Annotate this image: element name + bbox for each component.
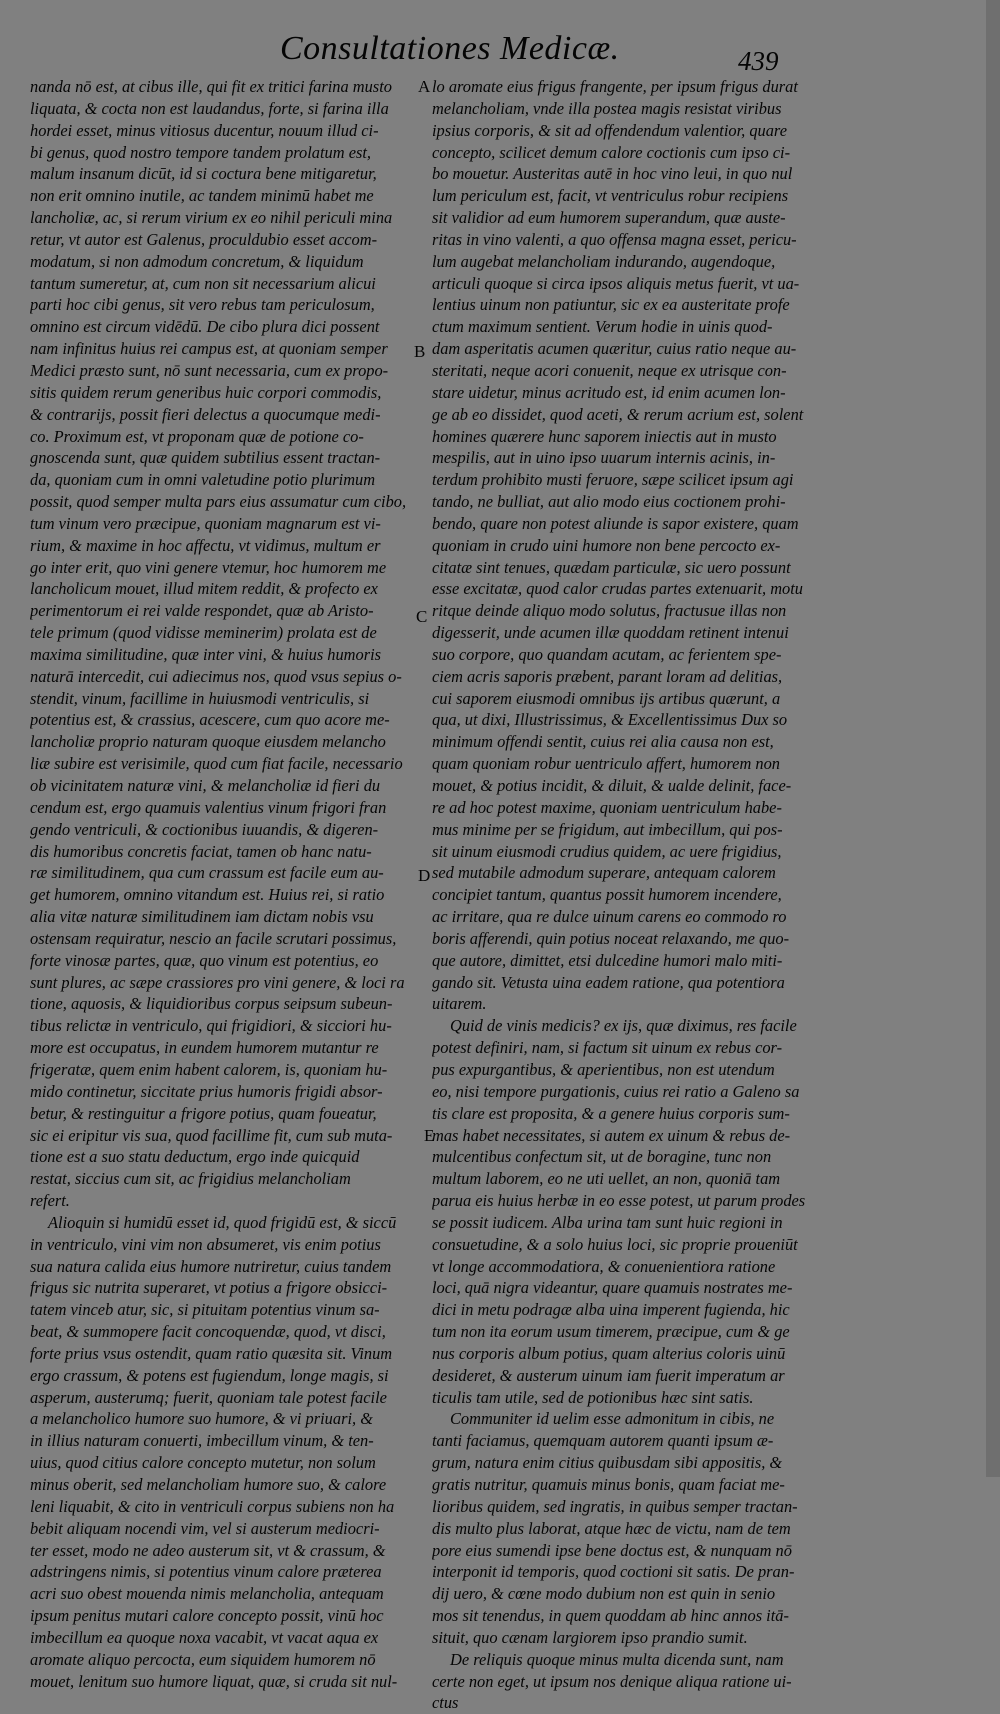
- text-line: sitis quidem rerum generibus huic corpori commodis,: [30, 382, 382, 402]
- text-line: potentius est, & crassius, acescere, cum quo acore me-: [30, 710, 390, 730]
- text-line: liquata, & cocta non est laudandus, forte, si farina illa: [30, 98, 389, 118]
- text-line: & contrarijs, possit fieri delectus a quocumque medi-: [30, 404, 381, 424]
- text-line: perimentorum ei rei valde respondet, quæ ab Aristo-: [30, 601, 374, 621]
- text-line: ipsum penitus mutari calore concepto possit, vinū hoc: [30, 1606, 384, 1626]
- text-line: dici in metu podragæ alba uina imperent fugienda, hic: [432, 1300, 790, 1320]
- text-line: a melancholico humore suo humore, & vi priuari, &: [30, 1409, 373, 1429]
- text-line: ritque deinde aliquo modo solutus, fractusue illas non: [432, 601, 787, 621]
- text-line: lo aromate eius frigus frangente, per ipsum frigus durat: [432, 77, 798, 96]
- text-line: ticulis tam utile, sed de potionibus hæc sint satis.: [432, 1387, 754, 1407]
- text-line: Alioquin si humidū esset id, quod frigidū est, & siccū: [48, 1212, 397, 1232]
- text-line: retur, vt autor est Galenus, proculdubio esset accom-: [30, 229, 378, 249]
- text-line: gnoscenda sunt, quæ quidem subtilius essent tractan-: [30, 448, 381, 468]
- text-line: bo mouetur. Austeritas autē in hoc vino leui, in quo nul: [432, 164, 793, 184]
- text-line: tione est a suo statu deductum, ergo inde quicquid: [30, 1147, 360, 1167]
- text-line: maxima similitudine, quæ inter vini, & huius humoris: [30, 644, 382, 664]
- text-line: hordei esset, minus vitiosus ducentur, nouum illud ci-: [30, 120, 379, 140]
- text-line: sit uinum eiusmodi crudius quidem, ac uere frigidius,: [432, 841, 782, 861]
- text-line: lentius uinum non patiuntur, sic ex ea austeritate profe: [432, 295, 790, 315]
- text-line: mos sit tenendus, in quem quoddam ab hinc annos itā-: [432, 1606, 789, 1626]
- text-line: concipiet tantum, quantus possit humorem incendere,: [432, 885, 782, 905]
- text-line: minimum offendi sentit, cuius rei alia causa non est,: [432, 732, 774, 752]
- text-line: ctus: [432, 1693, 459, 1713]
- text-line: dis humoribus concretis faciat, tamen ob hanc natu-: [30, 841, 372, 861]
- text-line: malum insanum dicūt, id si coctura bene mitigaretur,: [30, 164, 377, 184]
- text-line: quoniam in crudo uini humore non bene percocto ex-: [432, 535, 781, 555]
- text-line: alia vitæ naturæ similitudinem iam dictam nobis vsu: [30, 907, 374, 927]
- text-line: tando, ne bulliat, aut alio modo eius coctionem prohi-: [432, 492, 786, 512]
- text-line: more est occupatus, in eundem humorem mutantur re: [30, 1038, 379, 1058]
- text-line: cendum est, ergo quamuis valentius vinum frigori fran: [30, 797, 387, 817]
- text-line: in ventriculo, vini vim non absumeret, vis enim potius: [30, 1234, 381, 1254]
- text-line: nanda nō est, at cibus ille, qui fit ex tritici farina musto: [30, 77, 392, 96]
- text-line: ob vicinitatem naturæ vini, & melancholiæ id fieri du: [30, 776, 381, 795]
- text-line: parti hoc cibi genus, sit vero rebus tam periculosum,: [30, 295, 375, 315]
- text-line: forte vinosæ partes, quæ, quo vinum est potentius, eo: [30, 950, 379, 970]
- text-line: que autore, dimittet, etsi dulcedine humori malo miti-: [432, 950, 783, 970]
- text-line: melancholiam, vnde illa postea magis resistat viribus: [432, 98, 782, 118]
- text-line: dam asperitatis acumen quæritur, cuius ratio neque au-: [432, 339, 797, 359]
- text-line: naturā intercedit, cui adiecimus nos, quod vsus sepius o-: [30, 666, 402, 686]
- text-line: co. Proximum est, vt proponam quæ de potione co-: [30, 426, 364, 446]
- margin-letter-c: C: [416, 607, 428, 626]
- text-line: stendit, vinum, facillime in huiusmodi ventriculis, si: [30, 688, 370, 708]
- text-line: citatæ sint tenues, quædam particulæ, sic uero possunt: [432, 557, 791, 577]
- right-text-column: [432, 76, 824, 1714]
- text-line: imbecillum ea quoque noxa vacabit, vt vacat aqua ex: [30, 1627, 379, 1647]
- text-line: Quid de vinis medicis? ex ijs, quæ diximus, res facile: [450, 1016, 797, 1036]
- text-line: qua, ut dixi, Illustrissimus, & Excellentissimus Dux so: [432, 710, 788, 730]
- text-line: beat, & summopere facit concoquendæ, quod, vt disci,: [30, 1322, 386, 1342]
- text-line: go inter erit, quo vini genere vtemur, hoc humorem me: [30, 557, 387, 577]
- text-line: possit, quod semper multa pars eius assumatur cum cibo,: [30, 492, 407, 512]
- text-line: lancholiæ, ac, si rerum virium ex eo nihil periculi mina: [30, 208, 393, 228]
- text-line: cui saporem eiusmodi omnibus ijs artibus quærunt, a: [432, 688, 781, 708]
- text-line: stare uidetur, minus acritudo est, id enim acumen lon-: [432, 382, 786, 402]
- text-line: rium, & maxime in hoc affectu, vt vidimus, multum er: [30, 535, 381, 555]
- text-line: liæ subire est verisimile, quod cum fiat facile, necessario: [30, 754, 403, 774]
- text-line: ræ similitudinem, qua cum crassum est facile eum au-: [30, 863, 384, 883]
- text-line: gratis nutritur, quamuis minus bonis, quam faciat me-: [432, 1475, 785, 1494]
- text-line: De reliquis quoque minus multa dicenda sunt, nam: [450, 1649, 784, 1669]
- text-line: re ad hoc potest maxime, quoniam uentriculum habe-: [432, 797, 782, 817]
- text-line: bi genus, quod nostro tempore tandem prolatum est,: [30, 142, 371, 162]
- text-line: aromate aliquo percocta, eum siquidem humorem nō: [30, 1649, 376, 1669]
- text-line: tele primum (quod vidisse meminerim) prolata est de: [30, 623, 377, 643]
- text-line: bebit aliquam nocendi vim, vel si austerum mediocri-: [30, 1518, 380, 1538]
- text-line: in illius naturam conuerti, imbecillum vinum, & ten-: [30, 1431, 374, 1451]
- text-line: da, quoniam cum in omni valetudine potio plurimum: [30, 470, 376, 490]
- text-line: ritas in vino valenti, a quo offensa magna esset, pericu-: [432, 229, 797, 249]
- text-line: ctum maximum sentient. Verum hodie in uinis quod-: [432, 317, 773, 337]
- text-line: ac irritare, qua re dulce uinum carens eo commodo ro: [432, 907, 787, 927]
- text-line: tibus relictæ in ventriculo, qui frigidiori, & sicciori hu-: [30, 1016, 392, 1036]
- text-line: acri suo obest mouenda nimis melancholia, antequam: [30, 1584, 384, 1604]
- text-line: forte prius vsus ostendit, quam ratio quæsita sit. Vinum: [30, 1343, 393, 1363]
- text-line: lioribus quidem, sed ingratis, in quibus semper tractan-: [432, 1496, 798, 1516]
- page-number: 439: [738, 46, 779, 76]
- text-line: mas habet necessitates, si autem ex uinum & rebus de-: [432, 1125, 791, 1145]
- text-line: eo, nisi tempore purgationis, cuius rei ratio a Galeno sa: [432, 1081, 800, 1101]
- text-line: ipsius corporis, & sit ad offendendum valentior, quare: [432, 120, 787, 140]
- text-line: ostensam requiratur, nescio an facile scrutari possimus,: [30, 928, 397, 948]
- text-line: ergo crassum, & potens est fugiendum, longe magis, si: [30, 1365, 389, 1385]
- text-line: uitarem.: [432, 994, 487, 1014]
- text-line: sua natura calida eius humore nutriretur, cuius tandem: [30, 1256, 392, 1276]
- text-line: mulcentibus confectum sit, ut de boragine, tunc non: [432, 1147, 772, 1167]
- text-line: bendo, quare non potest aliunde is sapor existere, quam: [432, 513, 799, 533]
- text-line: gando sit. Vetusta uina eadem ratione, qua potentiora: [432, 972, 785, 992]
- text-line: mouet, & potius incidit, & diluit, & ualde delinit, face-: [432, 776, 792, 795]
- text-line: lancholiæ proprio naturam quoque eiusdem melancho: [30, 732, 386, 752]
- text-line: frigus sic nutrita superaret, vt potius a frigore obsicci-: [30, 1278, 388, 1298]
- text-line: se possit iudicem. Alba urina tam sunt huic regioni in: [432, 1212, 783, 1232]
- text-line: lancholicum mouet, illud mitem reddit, & profecto ex: [30, 579, 378, 599]
- text-line: asperum, austerumq; fuerit, quoniam tale potest facile: [30, 1387, 387, 1407]
- text-line: mespilis, aut in uino ipso uuarum internis acinis, in-: [432, 448, 776, 468]
- text-line: tantum sumeretur, at, cum non sit necessarium alicui: [30, 273, 376, 293]
- text-line: modatum, si non admodum concretum, & liquidum: [30, 251, 364, 271]
- text-line: ge ab eo dissidet, quod aceti, & rerum acrium est, solent: [432, 404, 804, 424]
- page-edge-shadow: [986, 0, 1000, 1477]
- text-line: suo corpore, quo quandam acutam, ac ferientem spe-: [432, 644, 782, 664]
- text-line: parua eis huius herbæ in eo esse potest, ut parum prodes: [432, 1191, 806, 1211]
- text-line: get humorem, omnino vitandum est. Huius rei, si ratio: [30, 885, 385, 905]
- text-line: Medici præsto sunt, nō sunt necessaria, cum ex propo-: [30, 360, 389, 380]
- text-line: certe non eget, ut ipsum nos denique aliqua ratione ui-: [432, 1671, 792, 1691]
- text-line: quam quoniam robur uentriculo affert, humorem non: [432, 754, 780, 774]
- text-line: boris afferendi, quin potius noceat relaxando, me quo-: [432, 928, 790, 948]
- text-line: vt longe accommodatiora, & conuenientiora ratione: [432, 1256, 776, 1276]
- running-title: Consultationes Medicæ.: [280, 30, 620, 67]
- left-text-column: [30, 76, 418, 1692]
- text-line: sic ei eripitur vis sua, quod facillime fit, cum sub muta-: [30, 1125, 393, 1145]
- text-line: leni liquabit, & cito in ventriculi corpus subiens non ha: [30, 1496, 395, 1516]
- text-line: sed mutabile admodum superare, antequam calorem: [432, 863, 776, 883]
- text-line: lum augebat melancholiam indurando, augendoque,: [432, 251, 776, 271]
- text-line: situit, quo cænam largiorem ipso prandio sumit.: [432, 1627, 748, 1647]
- text-line: concepto, scilicet demum calore coctionis cum ipso ci-: [432, 142, 791, 162]
- text-line: homines quærere hunc saporem iniectis aut in musto: [432, 426, 777, 446]
- text-line: consuetudine, & a solo huius loci, sic proprie proueniūt: [432, 1234, 798, 1254]
- text-line: esse excitatæ, quod calor crudas partes extenuarit, motu: [432, 579, 804, 599]
- text-line: tione, aquosis, & liquidioribus corpus seipsum subeun-: [30, 994, 393, 1014]
- text-line: tanti faciamus, quemquam autorem quanti ipsum æ-: [432, 1431, 774, 1451]
- text-line: ter esset, modo ne adeo austerum sit, vt & crassum, &: [30, 1540, 386, 1560]
- text-line: articuli quoque si circa ipsos aliquis metus fuerit, vt ua-: [432, 273, 800, 293]
- text-line: gendo ventriculi, & coctionibus iuuandis, & digeren-: [30, 819, 379, 839]
- text-line: uius, quod citius calore concepto mutetur, non solum: [30, 1453, 376, 1473]
- text-line: nus corporis album potius, quam alterius coloris uinū: [432, 1343, 786, 1363]
- text-line: nam infinitus huius rei campus est, at quoniam semper: [30, 339, 388, 359]
- text-line: terdum prohibito musti feruore, sæpe scilicet ipsum agi: [432, 470, 794, 490]
- text-line: tum non ita eorum usum timerem, præcipue, cum & ge: [432, 1322, 790, 1342]
- text-line: mido continetur, siccitate prius humoris frigidi absor-: [30, 1081, 383, 1101]
- text-line: potest definiri, nam, si factum sit uinum ex rebus cor-: [432, 1038, 783, 1058]
- text-line: Communiter id uelim esse admonitum in cibis, ne: [450, 1409, 775, 1429]
- text-line: multum laborem, eo ne uti uellet, an non, quoniā tam: [432, 1169, 781, 1189]
- text-line: pus expurgantibus, & aperientibus, non est utendum: [432, 1059, 775, 1079]
- text-line: pore eius sumendi ipse bene doctus est, & nunquam nō: [432, 1540, 792, 1560]
- margin-letter-b: B: [414, 342, 426, 361]
- text-line: digesserit, unde acumen illæ quoddam retinent intenui: [432, 623, 789, 643]
- text-line: mus minime per se frigidum, aut imbecillum, qui pos-: [432, 819, 783, 839]
- margin-letter-e: E: [424, 1126, 435, 1145]
- text-line: interponit id temporis, quod coctioni sit satis. De pran-: [432, 1562, 795, 1582]
- text-line: dis multo plus laborat, atque hæc de victu, nam de tem: [432, 1518, 791, 1538]
- text-line: restat, siccius cum sit, ac frigidius melancholiam: [30, 1169, 351, 1189]
- margin-letter-d: D: [418, 866, 431, 885]
- text-line: mouet, lenitum suo humore liquat, quæ, si cruda sit nul-: [30, 1671, 398, 1691]
- text-line: sunt plures, ac sæpe crassiores pro vini genere, & loci ra: [30, 972, 405, 992]
- text-line: tis clare est proposita, & a genere huius corporis sum-: [432, 1103, 790, 1123]
- text-line: steritati, neque acori conuenit, neque ex utrisque con-: [432, 360, 787, 380]
- text-line: minus oberit, sed melancholiam humore suo, & calore: [30, 1475, 387, 1494]
- text-line: tum vinum vero præcipue, quoniam magnarum est vi-: [30, 513, 381, 533]
- text-line: desideret, & austerum uinum iam fuerit imperatum ar: [432, 1365, 785, 1385]
- text-line: dij uero, & cœne modo dubium non est quin in senio: [432, 1584, 776, 1604]
- text-line: grum, natura enim citius quibusdam sibi appositis, &: [432, 1453, 783, 1473]
- text-line: adstringens nimis, si potentius vinum calore præterea: [30, 1562, 382, 1582]
- text-line: lum periculum est, facit, vt ventriculus robur recipiens: [432, 186, 789, 206]
- text-line: ciem acris saporis præbent, parant loram ad delitias,: [432, 666, 783, 686]
- text-line: non erit omnino inutile, ac tandem minimū habet me: [30, 186, 374, 206]
- text-line: omnino est circum vidēdū. De cibo plura dici possent: [30, 317, 380, 337]
- text-line: sit validior ad eum humorem superandum, quæ auste-: [432, 208, 786, 228]
- text-line: tatem vinceb atur, sic, si pituitam potentius vinum sa-: [30, 1300, 380, 1320]
- text-line: betur, & restinguitur a frigore potius, quam foueatur,: [30, 1103, 377, 1123]
- text-line: refert.: [30, 1191, 70, 1211]
- text-line: frigeratæ, quem enim habent calorem, is, quoniam hu-: [30, 1059, 388, 1079]
- margin-letter-a: A: [418, 77, 431, 96]
- text-line: loci, quā nigra videantur, quare quamuis nostrates me-: [432, 1278, 793, 1298]
